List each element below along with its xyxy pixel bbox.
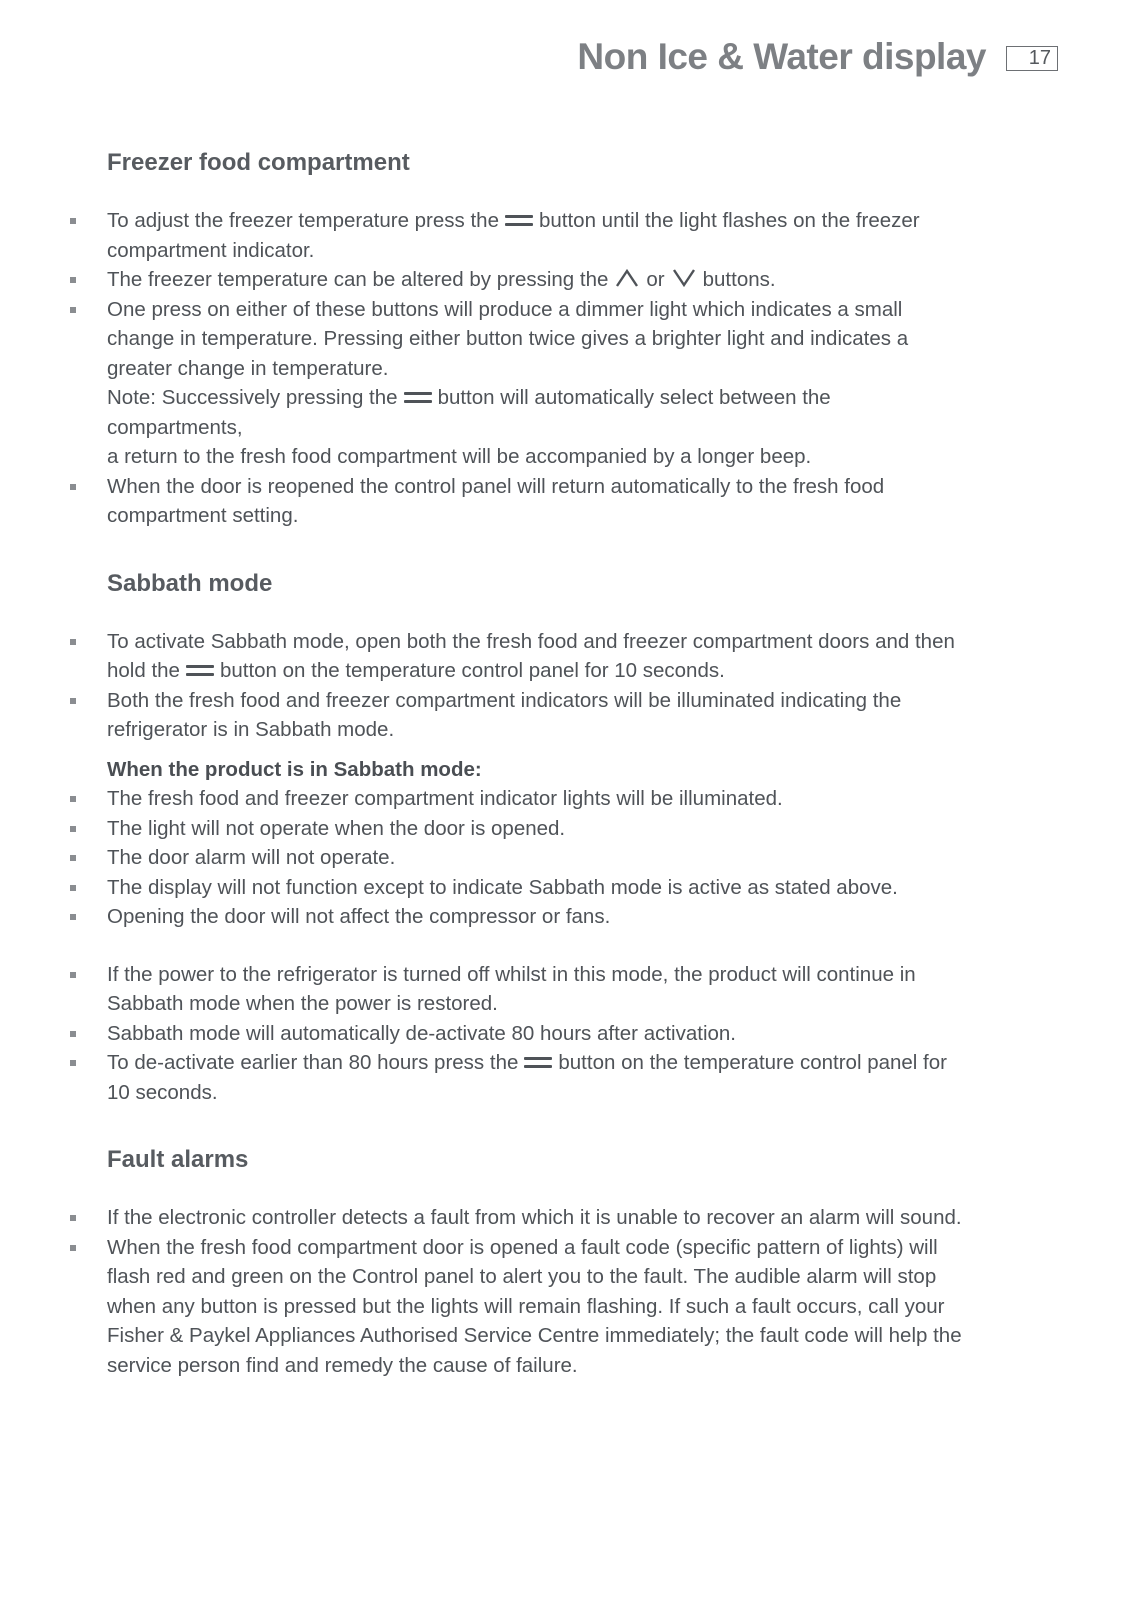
list-item-continuation: flash red and green on the Control panel to alert you to the fault. The audible alarm will stop <box>107 1265 937 1288</box>
list-item: The light will not operate when the door is opened. <box>107 814 1047 844</box>
page-title: Non Ice & Water display <box>577 36 986 77</box>
list-item-continuation: Sabbath mode when the power is restored. <box>107 992 498 1015</box>
list-item-continuation: 10 seconds. <box>107 1080 218 1104</box>
note-line: a return to the fresh food compartment will be accompanied by a longer beep. <box>107 445 812 468</box>
chevron-up-icon <box>614 267 640 289</box>
list-item: To activate Sabbath mode, open both the fresh food and freezer compartment doors and then <box>107 627 1047 657</box>
freezer-list <box>107 206 1047 531</box>
list-item: When the fresh food compartment door is opened a fault code (specific pattern of lights) will <box>107 1233 1047 1263</box>
chevron-down-icon <box>671 267 697 289</box>
sabbath-list <box>107 627 1047 1108</box>
menu-icon <box>524 1053 552 1071</box>
list-item-continuation: service person find and remedy the cause of failure. <box>107 1353 578 1377</box>
list-item: To adjust the freezer temperature press the button until the light flashes on the freezer <box>107 206 1047 236</box>
section-heading-sabbath: Sabbath mode <box>107 569 273 597</box>
list-item-continuation: refrigerator is in Sabbath mode. <box>107 718 395 741</box>
section-heading-fault: Fault alarms <box>107 1146 249 1173</box>
list-item-continuation: hold the button on the temperature control panel for 10 seconds. <box>107 659 725 682</box>
list-item: The display will not function except to indicate Sabbath mode is active as stated above. <box>107 873 1047 903</box>
list-item: When the door is reopened the control panel will return automatically to the fresh food <box>107 472 1047 502</box>
list-item-continuation: compartment setting. <box>107 504 299 527</box>
note-line: Note: Successively pressing the button will automatically select between the <box>107 386 831 409</box>
list-item: Opening the door will not affect the compressor or fans. <box>107 902 1047 932</box>
list-item: To de-activate earlier than 80 hours press the button on the temperature control panel for <box>107 1048 1047 1078</box>
list-item: Both the fresh food and freezer compartment indicators will be illuminated indicating the <box>107 686 1047 716</box>
section-heading-freezer: Freezer food compartment <box>107 149 410 176</box>
page-number: 17 <box>1006 46 1058 71</box>
page-header <box>577 36 1058 78</box>
list-item: The freezer temperature can be altered by pressing the or buttons. <box>107 265 1047 295</box>
list-item-continuation: compartment indicator. <box>107 238 315 262</box>
list-item: The fresh food and freezer compartment indicator lights will be illuminated. <box>107 784 1047 814</box>
page-content <box>107 144 1047 1380</box>
list-item-continuation: greater change in temperature. <box>107 356 389 380</box>
note-line: compartments, <box>107 415 243 439</box>
list-item-continuation: when any button is pressed but the lights will remain flashing. If such a fault occurs, call your <box>107 1294 945 1318</box>
list-item-continuation: change in temperature. Pressing either button twice gives a brighter light and indicates a <box>107 327 909 350</box>
menu-icon <box>186 661 214 679</box>
list-item: The door alarm will not operate. <box>107 843 1047 873</box>
menu-icon <box>505 211 533 229</box>
list-item: One press on either of these buttons will produce a dimmer light which indicates a small <box>107 295 1047 325</box>
sabbath-subheading: When the product is in Sabbath mode: <box>107 757 482 781</box>
fault-list <box>107 1203 1047 1380</box>
list-item: Sabbath mode will automatically de-activate 80 hours after activation. <box>107 1019 1047 1049</box>
menu-icon <box>404 388 432 406</box>
list-item: If the electronic controller detects a fault from which it is unable to recover an alarm will sound. <box>107 1203 1047 1233</box>
list-item-continuation: Fisher & Paykel Appliances Authorised Service Centre immediately; the fault code will help the <box>107 1324 962 1347</box>
list-item: If the power to the refrigerator is turned off whilst in this mode, the product will continue in <box>107 960 1047 990</box>
